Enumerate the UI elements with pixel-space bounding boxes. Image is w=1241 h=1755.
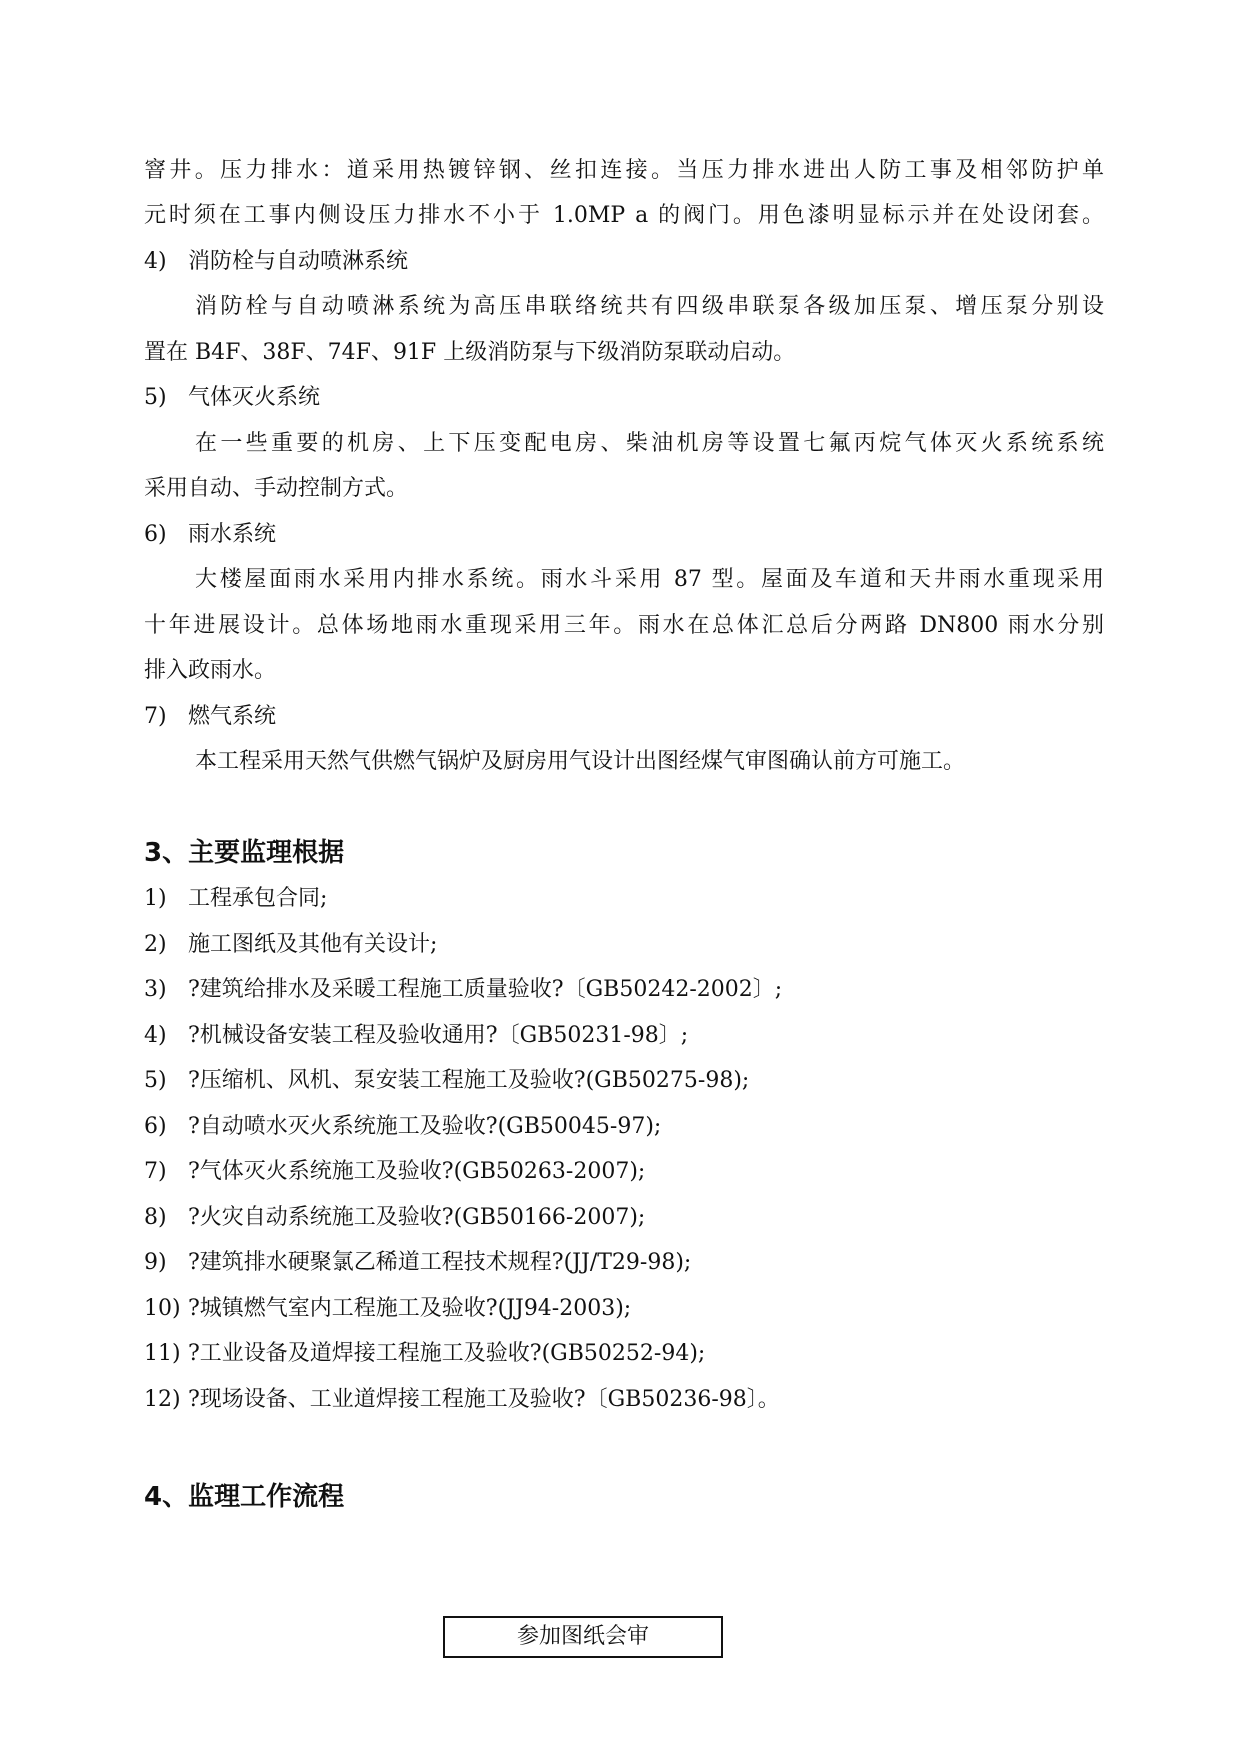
list-number: 5) [144, 1068, 167, 1093]
list-number: 8) [144, 1205, 167, 1230]
paragraph-line: 置在 B4F、38F、74F、91F 上级消防泵与下级消防泵联动启动。 [144, 340, 796, 365]
list-item-title [144, 383, 1104, 413]
list-text: 施工图纸及其他有关设计; [188, 932, 438, 957]
list-item [144, 975, 1104, 1005]
section-heading: 3、主要监理根据 [144, 838, 345, 868]
list-text: ?城镇燃气室内工程施工及验收?(JJ94-2003); [188, 1296, 632, 1321]
list-text: 工程承包合同; [188, 886, 328, 911]
list-number: 1) [144, 886, 167, 911]
list-text: ?火灾自动系统施工及验收?(GB50166-2007); [188, 1205, 646, 1230]
list-item [144, 930, 1104, 960]
list-number: 11) [144, 1341, 181, 1366]
list-title: 气体灭火系统 [188, 385, 321, 410]
list-text: ?气体灭火系统施工及验收?(GB50263-2007); [188, 1159, 646, 1184]
list-number: 6) [144, 1114, 167, 1139]
list-item [144, 1385, 1104, 1415]
paragraph-line: 消防栓与自动喷淋系统为高压串联络统共有四级串联泵各级加压泵、增压泵分别设 [195, 294, 1104, 319]
paragraph-line: 大楼屋面雨水采用内排水系统。雨水斗采用 87 型。屋面及车道和天井雨水重现采用 [195, 567, 1104, 592]
section-heading: 4、监理工作流程 [144, 1482, 345, 1512]
paragraph-line: 排入政雨水。 [144, 658, 277, 683]
list-text: ?建筑排水硬聚氯乙稀道工程技术规程?(JJ/T29-98); [188, 1250, 692, 1275]
list-number: 5) [144, 385, 167, 410]
list-number: 9) [144, 1250, 167, 1275]
list-item-title [144, 702, 1104, 732]
list-item [144, 1066, 1104, 1096]
list-number: 10) [144, 1296, 181, 1321]
list-number: 7) [144, 1159, 167, 1184]
flowchart-step-box: 参加图纸会审 [443, 1616, 723, 1658]
paragraph-line: 本工程采用天然气供燃气锅炉及厨房用气设计出图经煤气审图确认前方可施工。 [195, 749, 966, 774]
list-title: 燃气系统 [188, 704, 277, 729]
paragraph-line: 在一些重要的机房、上下压变配电房、柴油机房等设置七氟丙烷气体灭火系统系统 [195, 431, 1104, 456]
list-item [144, 1157, 1104, 1187]
list-number: 12) [144, 1387, 181, 1412]
list-text: ?现场设备、工业道焊接工程施工及验收?〔GB50236-98〕。 [188, 1387, 780, 1412]
list-item [144, 1203, 1104, 1233]
list-item [144, 1021, 1104, 1051]
list-title: 雨水系统 [188, 522, 277, 547]
list-number: 6) [144, 522, 167, 547]
list-item [144, 884, 1104, 914]
list-number: 2) [144, 932, 167, 957]
list-number: 7) [144, 704, 167, 729]
paragraph-line: 采用自动、手动控制方式。 [144, 476, 409, 501]
list-number: 4) [144, 249, 167, 274]
list-number: 3) [144, 977, 167, 1002]
paragraph-line: 窨井。压力排水：道采用热镀锌钢、丝扣连接。当压力排水进出人防工事及相邻防护单 [144, 158, 1104, 183]
list-item [144, 1248, 1104, 1278]
list-text: ?机械设备安装工程及验收通用?〔GB50231-98〕; [188, 1023, 689, 1048]
list-item [144, 1112, 1104, 1142]
list-item [144, 1294, 1104, 1324]
list-number: 4) [144, 1023, 167, 1048]
list-item [144, 1339, 1104, 1369]
list-title: 消防栓与自动喷淋系统 [188, 249, 409, 274]
list-text: ?压缩机、风机、泵安装工程施工及验收?(GB50275-98); [188, 1068, 750, 1093]
list-text: ?自动喷水灭火系统施工及验收?(GB50045-97); [188, 1114, 662, 1139]
list-item-title [144, 247, 1104, 277]
list-text: ?工业设备及道焊接工程施工及验收?(GB50252-94); [188, 1341, 706, 1366]
paragraph-line: 元时须在工事内侧设压力排水不小于 1.0MP a 的阀门。用色漆明显标示并在处设闭套。 [144, 203, 1104, 228]
list-item-title [144, 520, 1104, 550]
list-text: ?建筑给排水及采暖工程施工质量验收?〔GB50242-2002〕; [188, 977, 783, 1002]
paragraph-line: 十年进展设计。总体场地雨水重现采用三年。雨水在总体汇总后分两路 DN800 雨水分别 [144, 613, 1104, 638]
